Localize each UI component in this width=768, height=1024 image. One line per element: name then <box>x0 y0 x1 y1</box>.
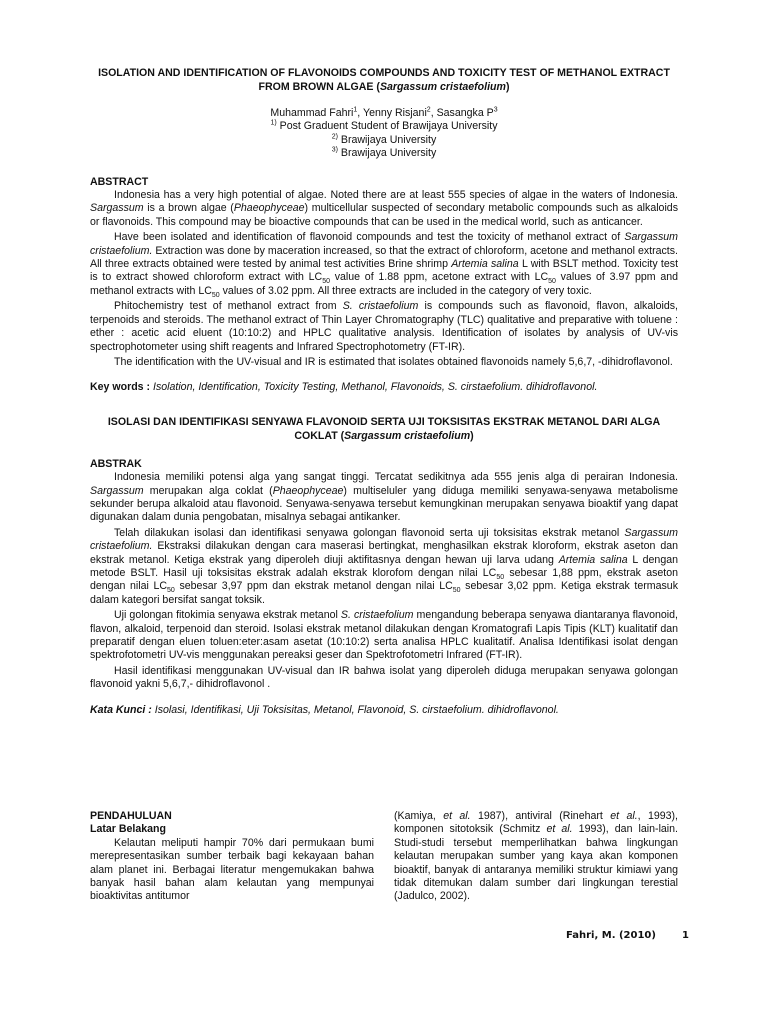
affiliation-3: $^{3)}$ Brawijaya University <box>331 146 437 160</box>
abstract-heading: ABSTRACT <box>90 175 149 188</box>
affiliation-2: $^{2)}$ Brawijaya University <box>331 133 437 146</box>
intro-paragraph-left: Kelautan meliputi hampir 70% dari permukaan bumi merepresentasikan sumber terbaik bagi kekayaan bahan alam planet ini. Berbagai literatur mengemukakan bahwa banyak hasil bahan alam kelautan yang mempunyai bioaktivitas antitumor <box>90 836 374 903</box>
intro-paragraph-right: (Kamiya, et al. 1987), antiviral (Rinehart et al., 1993), komponen sitotoksik (Schmitz et al. 1993), dan lain-lain. Studi-studi tersebut memperlihatkan bahwa lingkungan kelautan merupakan sumber yang kaya akan komponen bioaktif, banyak di antaranya memiliki struktur kimiawi yang tidak ditemukan dalam sumber dari lingkungan terestial (Jadulco, 2002). <box>394 810 679 903</box>
abstrak-paragraph-2: Telah dilakukan isolasi dan identifikasi senyawa golongan flavonoid serta uji toksisitas ekstrak metanol Sargassum cristaefolium. Ekstraksi dilakukan dengan cara maserasi bertingkat, menghasilkan ekstrak kloroform, ekstrak aseton dan ekstrak metanol. Ketiga ekstrak yang diperoleh diuji aktifitasnya dengan hewan uji larva udang Artemia salina L dengan metode BSLT. Hasil uji toksisitas ekstrak adalah ekstrak klorofom dengan nilai $LC_{50}$ sebesar 1,88 ppm, ekstrak aseton dengan nilai $LC_{50}$ sebesar 3,97 ppm dan ekstrak metanol dengan nilai $LC_{50}$ sebesar 3,02 ppm. Ketiga ekstrak termasuk dalam kategori bersifat sangat toksik. <box>90 526 678 606</box>
abstrak-paragraph-3: Uji golongan fitokimia senyawa ekstrak metanol S. cristaefolium mengandung beberapa senyawa diantaranya flavonoid, flavon, alkaloid, terpenoid dan steroid. Isolasi ekstrak metanol dilakukan dengan Kromatografi Lapis Tipis (KLT) kualitatif dan preparatif dengan eluen toluen:eter:asam asetat (10:10:2) serta analisa HPLC kualitatif. Analisa Identifikasi isolat dengan spektrofotometri UV-vis menggunakan pereaksi geser dan Spektrofotometri Infrared (FT-IR). <box>90 609 678 662</box>
kata-kunci: Kata Kunci : Isolasi, Identifikasi, Uji Toksisitas, Metanol, Flavonoid, S. cirstaefolium. dihidroflavonol. <box>90 703 559 716</box>
page-number: 1 <box>681 930 689 941</box>
keywords: Key words : Isolation, Identification, Toxicity Testing, Methanol, Flavonoids, S. cirstaefolium. dihidroflavonol. <box>90 381 598 394</box>
pendahuluan-heading: PENDAHULUAN <box>90 810 172 822</box>
abstrak-heading: ABSTRAK <box>90 457 142 470</box>
latar-belakang-heading: Latar Belakang <box>90 823 166 836</box>
affiliation-1: $^{1)}$ Post Graduent Student of Brawijaya University <box>270 119 498 133</box>
abstract-paragraph-1: Indonesia has a very high potential of algae. Noted there are at least 555 species of algae in the waters of Indonesia. Sargassum is a brown algae (Phaeophyceae) multicellular suspected of secondary metabolic compounds such as alkaloids or flavonoids. This compound may be bioactive compounds that can be used in the medical world, such as anticancer. <box>90 189 678 228</box>
english-title: ISOLATION AND IDENTIFICATION OF FLAVONOIDS COMPOUNDS AND TOXICITY TEST OF METHANOL EXTRACT FROM BROWN ALGAE (Sargassum cristaefolium) <box>98 67 670 93</box>
indonesian-title: ISOLASI DAN IDENTIFIKASI SENYAWA FLAVONOID SERTA UJI TOKSISITAS EKSTRAK METANOL DARI ALGA COKLAT (Sargassum cristaefolium) <box>107 415 661 442</box>
right-column <box>394 810 678 904</box>
author-names: Muhammad Fahri$^1$, Yenny Risjani$^2$, Sasangka $P^3$ <box>270 106 498 119</box>
left-column <box>90 810 374 904</box>
footer-author: Fahri, M. (2010) <box>566 930 656 941</box>
abstrak-paragraph-1: Indonesia memiliki potensi alga yang sangat tinggi. Tercatat sedikitnya ada 555 jenis alga di perairan Indonesia. Sargassum merupakan alga coklat (Phaeophyceae) multiseluler yang diduga memiliki senyawa-senyawa metabolisme sekunder berupa alkaloid atau flavonoid. Senyawa-senyawa tersebut kemungkinan merupakan senyawa bioaktif yang dapat digunakan dalam dunia pengobatan, misalnya sebagai antikanker. <box>90 471 678 524</box>
abstract-paragraph-4: The identification with the UV-visual and IR is estimated that isolates obtained flavonoids namely 5,6,7, -dihidroflavonol. <box>114 355 673 368</box>
abstract-paragraph-3: Phitochemistry test of methanol extract from S. cristaefolium is compounds such as flavonoid, flavon, alkaloids, terpenoids and steroids. The methanol extract of Thin Layer Chromatography (TLC) qualitative and preparative with toluene : ether : acetic acid eluent (10:10:2) and HPLC qualitative analysis. Identification of isolates by analysis of UV-vis spectrophotometer using shift reagents and Infrared Spectrophotometry (FT-IR). <box>90 300 678 353</box>
abstract-paragraph-2: Have been isolated and identification of flavonoid compounds and test the toxicity of methanol extract of Sargassum cristaefolium. Extraction was done by maceration increased, so that the extract of chloroform, acetone and methanol extracts. All three extracts obtained were tested by animal test activities Brine shrimp Artemia salina L with BSLT method. Toxicity test is to extract showed chloroform extract with $LC_{50}$ value of 1.88 ppm, acetone extract with $LC_{50}$ values of 3.97 ppm and methanol extracts with $LC_{50}$ values of 3.02 ppm. All three extracts are included in the category of very toxic. <box>90 231 679 299</box>
abstrak-paragraph-4: Hasil identifikasi menggunakan UV-visual dan IR bahwa isolat yang diperoleh diduga merupakan senyawa golongan flavonoid yakni 5,6,7,- dihidroflavonol . <box>90 664 678 691</box>
paper-page <box>90 66 678 717</box>
author-block <box>90 107 678 161</box>
page-footer <box>566 930 689 941</box>
